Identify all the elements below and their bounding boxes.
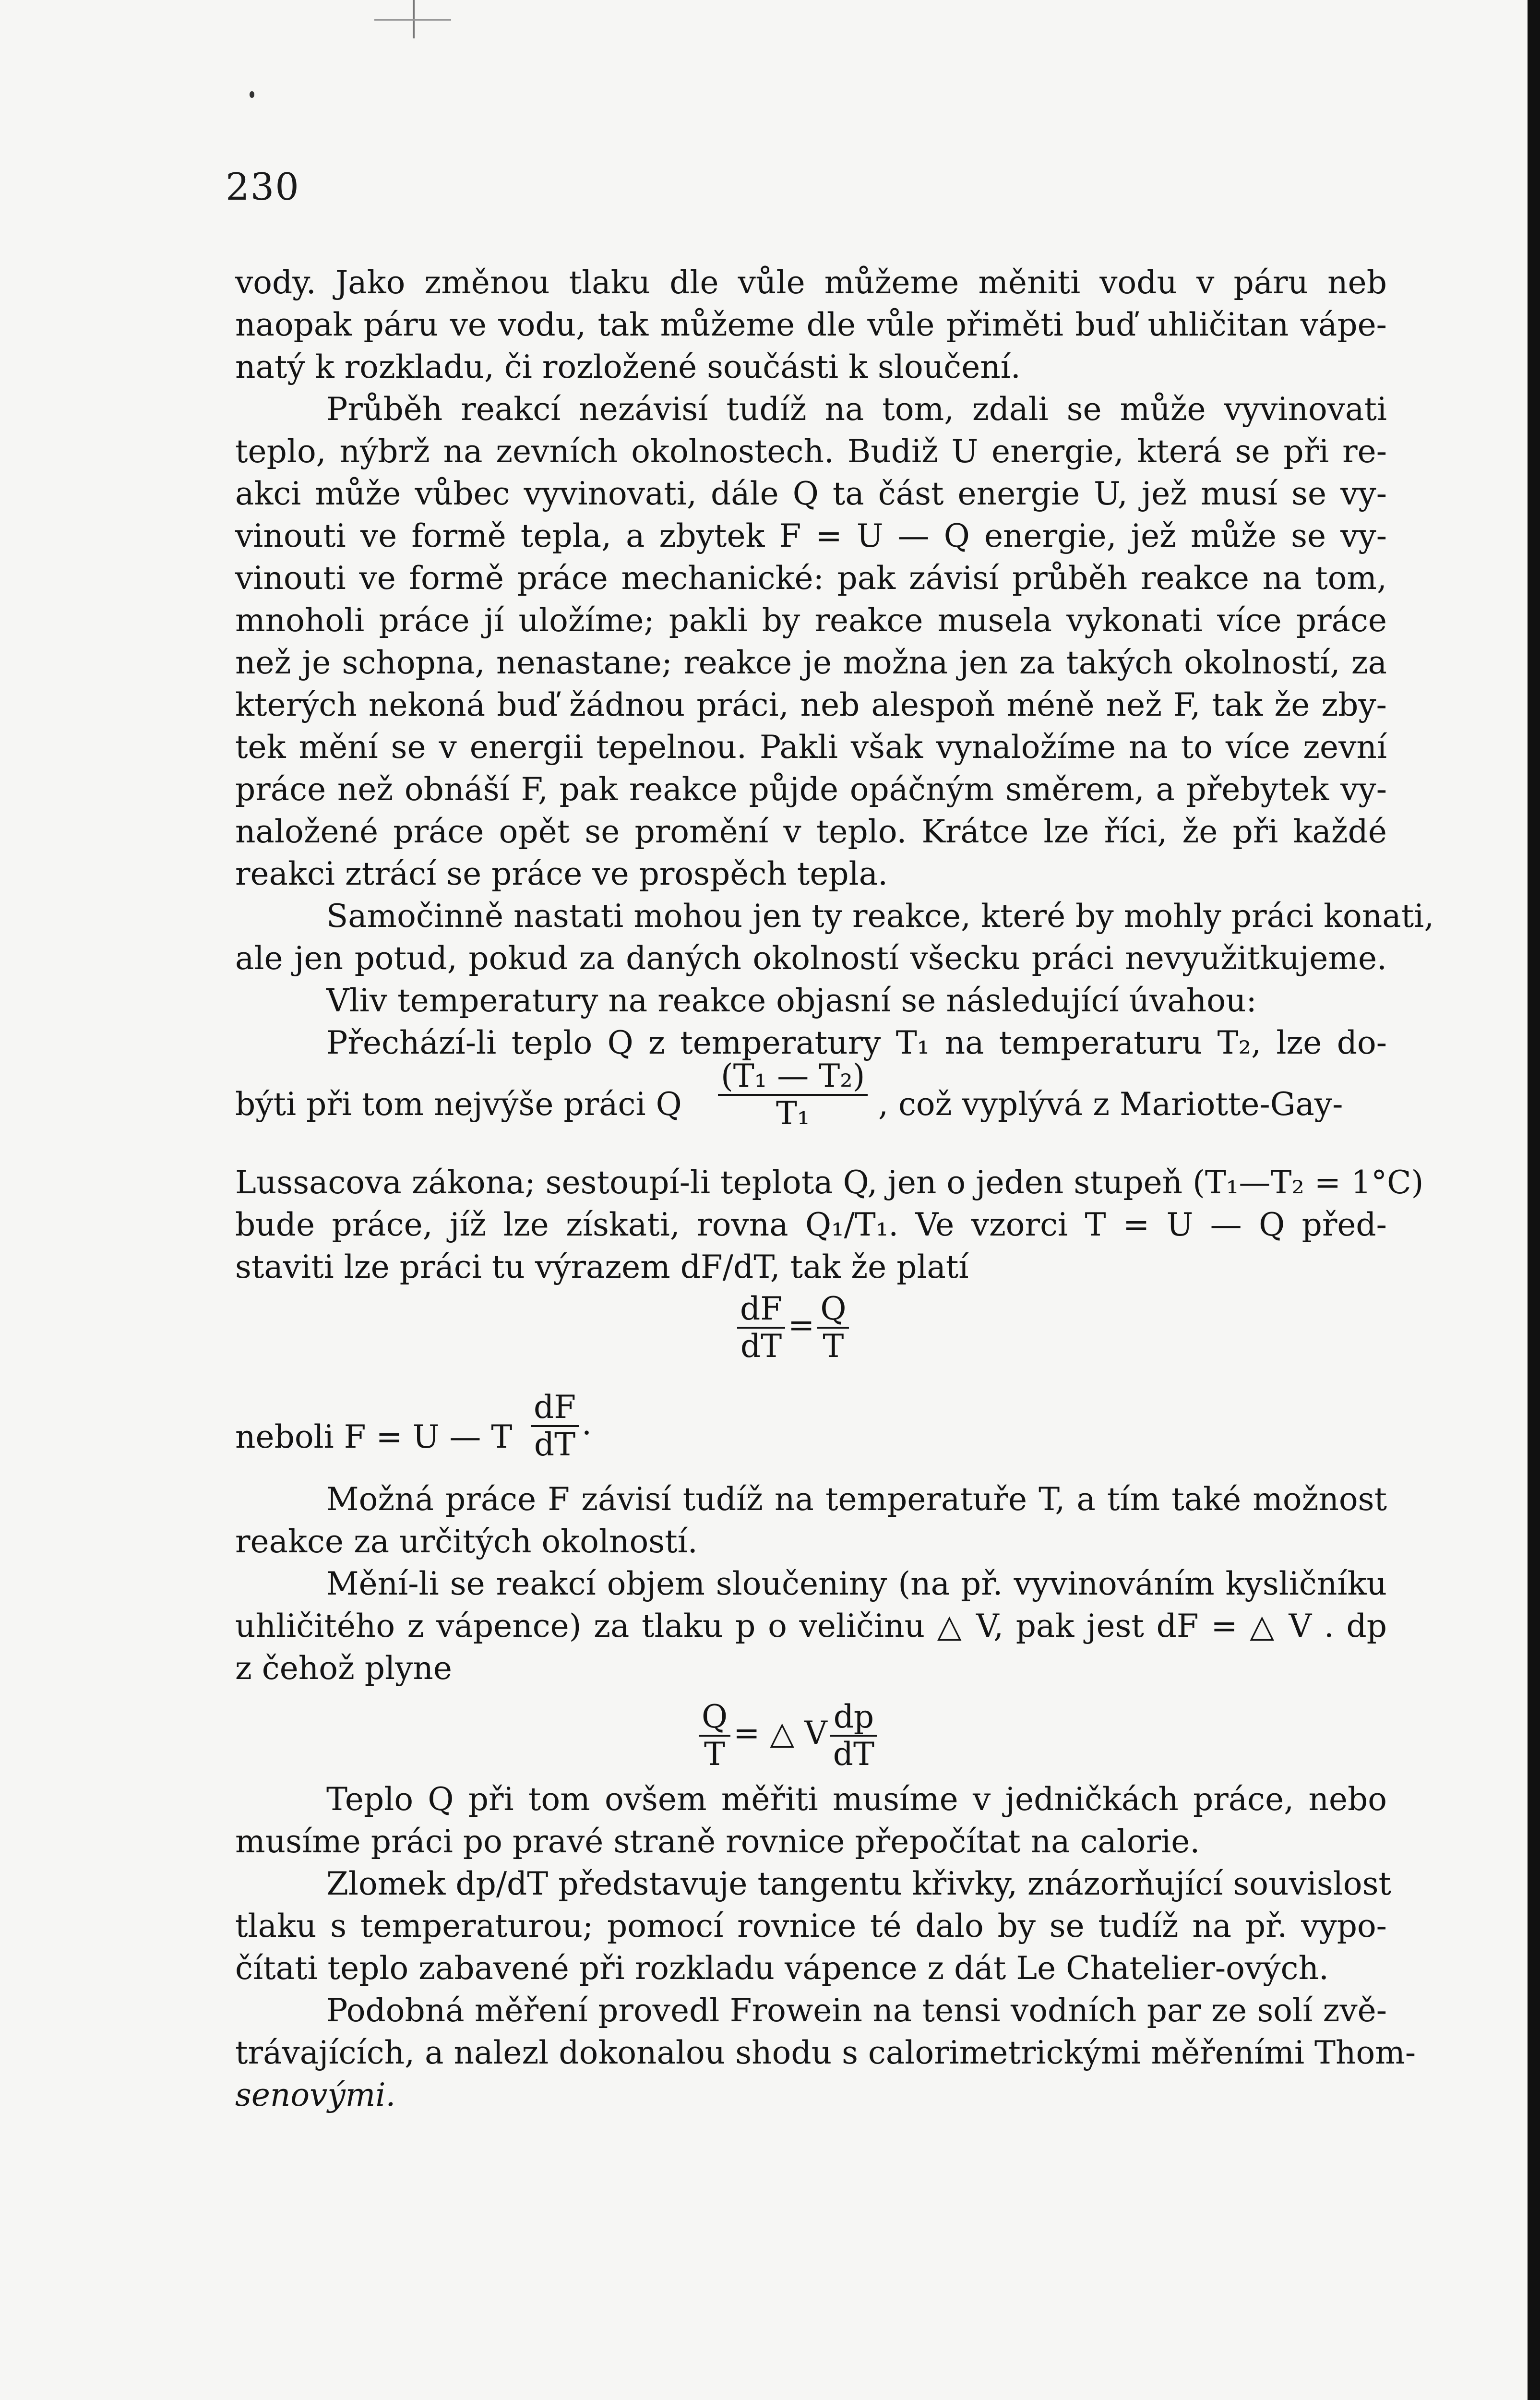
fraction-denominator: T [823,1328,844,1365]
period: . [582,1405,592,1442]
text-line: Přechází-li teplo Q z temperatury T₁ na temperaturu T₂, lze do- [326,1024,1387,1061]
fraction-denominator: dT [534,1426,576,1463]
text-line: vinouti ve formě tepla, a zbytek F = U — Q energie, jež může se vy- [235,517,1387,554]
fraction-numerator: dF [737,1291,785,1329]
text-line: naopak páru ve vodu, tak můžeme dle vůle přiměti buď uhličitan vápe- [235,306,1387,343]
text-line: Samočinně nastati mohou jen ty reakce, které by mohly práci konati, [326,898,1434,935]
equals-sign: = [788,1307,815,1344]
text-line: teplo, nýbrž na zevních okolnostech. Budiž U energie, která se při re- [235,433,1387,470]
equation-clapeyron [696,1699,880,1772]
fraction-denominator: T₁ [776,1095,810,1132]
text-line: naložené práce opět se promění v teplo. Krátce lze říci, že při každé [235,813,1387,850]
text-line: tek mění se v energii tepelnou. Pakli však vynaložíme na to více zevní [235,729,1387,766]
text-line-start: býti při tom nejvýše práci Q [235,1086,682,1123]
text-line-start: neboli F = U — T [235,1418,513,1455]
text-line: senovými. [235,2076,396,2113]
text-line: kterých nekoná buď žádnou práci, neb alespoň méně než F, tak že zby- [235,686,1387,723]
text-line: práce než obnáší F, pak reakce půjde opáčným směrem, a přebytek vy- [235,771,1387,808]
text-line: mnoholi práce jí uložíme; pakli by reakce musela vykonati více práce [235,602,1387,639]
fraction-numerator: (T₁ — T₂) [718,1058,868,1096]
text-line: Mění-li se reakcí objem sloučeniny (na př. vyvinováním kysličníku [326,1565,1387,1602]
text-line: Vliv temperatury na reakce objasní se následující úvahou: [326,982,1257,1019]
fraction-denominator: T [704,1736,726,1773]
page-number: 230 [226,166,300,209]
fraction-numerator: dp [830,1699,877,1737]
scan-border [1528,0,1540,2400]
text-line: než je schopna, nenastane; reakce je možna jen za takých okolností, za [235,644,1387,681]
text-line-end: , což vyplývá z Mariotte-Gay- [878,1086,1343,1123]
text-line: Podobná měření provedl Frowein na tensi vodních par ze solí zvě- [326,1992,1387,2029]
text-line: musíme práci po pravé straně rovnice přepočítat na calorie. [235,1823,1200,1860]
text-line: z čehož plyne [235,1650,452,1687]
text-line: Teplo Q při tom ovšem měřiti musíme v jedničkách práce, nebo [326,1781,1387,1818]
text-line: Zlomek dp/dT představuje tangentu křivky, znázorňující souvislost [326,1865,1391,1902]
text-line: akci může vůbec vyvinovati, dále Q ta část energie U, jež musí se vy- [235,475,1387,512]
text-line: ale jen potud, pokud za daných okolností všecku práci nevyužitkujeme. [235,940,1387,977]
scan-speck [250,91,254,98]
equals-delta-v: = △ V [733,1715,827,1752]
text-line: bude práce, jíž lze získati, rovna Q₁/T₁. Ve vzorci T = U — Q před- [235,1206,1387,1243]
text-line: natý k rozkladu, či rozložené součásti k sloučení. [235,348,1021,385]
text-line: Lussacova zákona; sestoupí-li teplota Q, jen o jeden stupeň (T₁—T₂ = 1°C) [235,1164,1424,1201]
fraction-denominator: dT [740,1328,782,1365]
text-line: reakce za určitých okolností. [235,1523,698,1560]
inline-fraction [715,1058,871,1131]
equation-free-energy [528,1390,592,1463]
text-line: reakci ztrácí se práce ve prospěch tepla. [235,855,888,892]
equation-df-dt [734,1291,852,1364]
fraction-denominator: dT [833,1736,875,1773]
scan-mark [374,19,451,21]
text-line: tlaku s temperaturou; pomocí rovnice té dalo by se tudíž na př. vypo- [235,1908,1387,1944]
text-line: vody. Jako změnou tlaku dle vůle můžeme měniti vodu v páru neb [235,264,1387,301]
text-line: staviti lze práci tu výrazem dF/dT, tak že platí [235,1248,969,1285]
fraction-numerator: Q [817,1291,849,1329]
text-line: Možná práce F závisí tudíž na temperatuře T, a tím také možnost [326,1481,1387,1518]
text-line: Průběh reakcí nezávisí tudíž na tom, zdali se může vyvinovati [326,391,1387,428]
text-line: trávajících, a nalezl dokonalou shodu s calorimetrickými měřeními Thom- [235,2034,1416,2071]
text-line: čítati teplo zabavené při rozkladu vápence z dát Le Chatelier-ových. [235,1950,1329,1987]
text-line: uhličitého z vápence) za tlaku p o veličinu △ V, pak jest dF = △ V . dp [235,1608,1387,1644]
fraction-numerator: dF [531,1390,579,1427]
fraction-numerator: Q [699,1699,730,1737]
text-line: vinouti ve formě práce mechanické: pak závisí průběh reakce na tom, [235,560,1387,597]
